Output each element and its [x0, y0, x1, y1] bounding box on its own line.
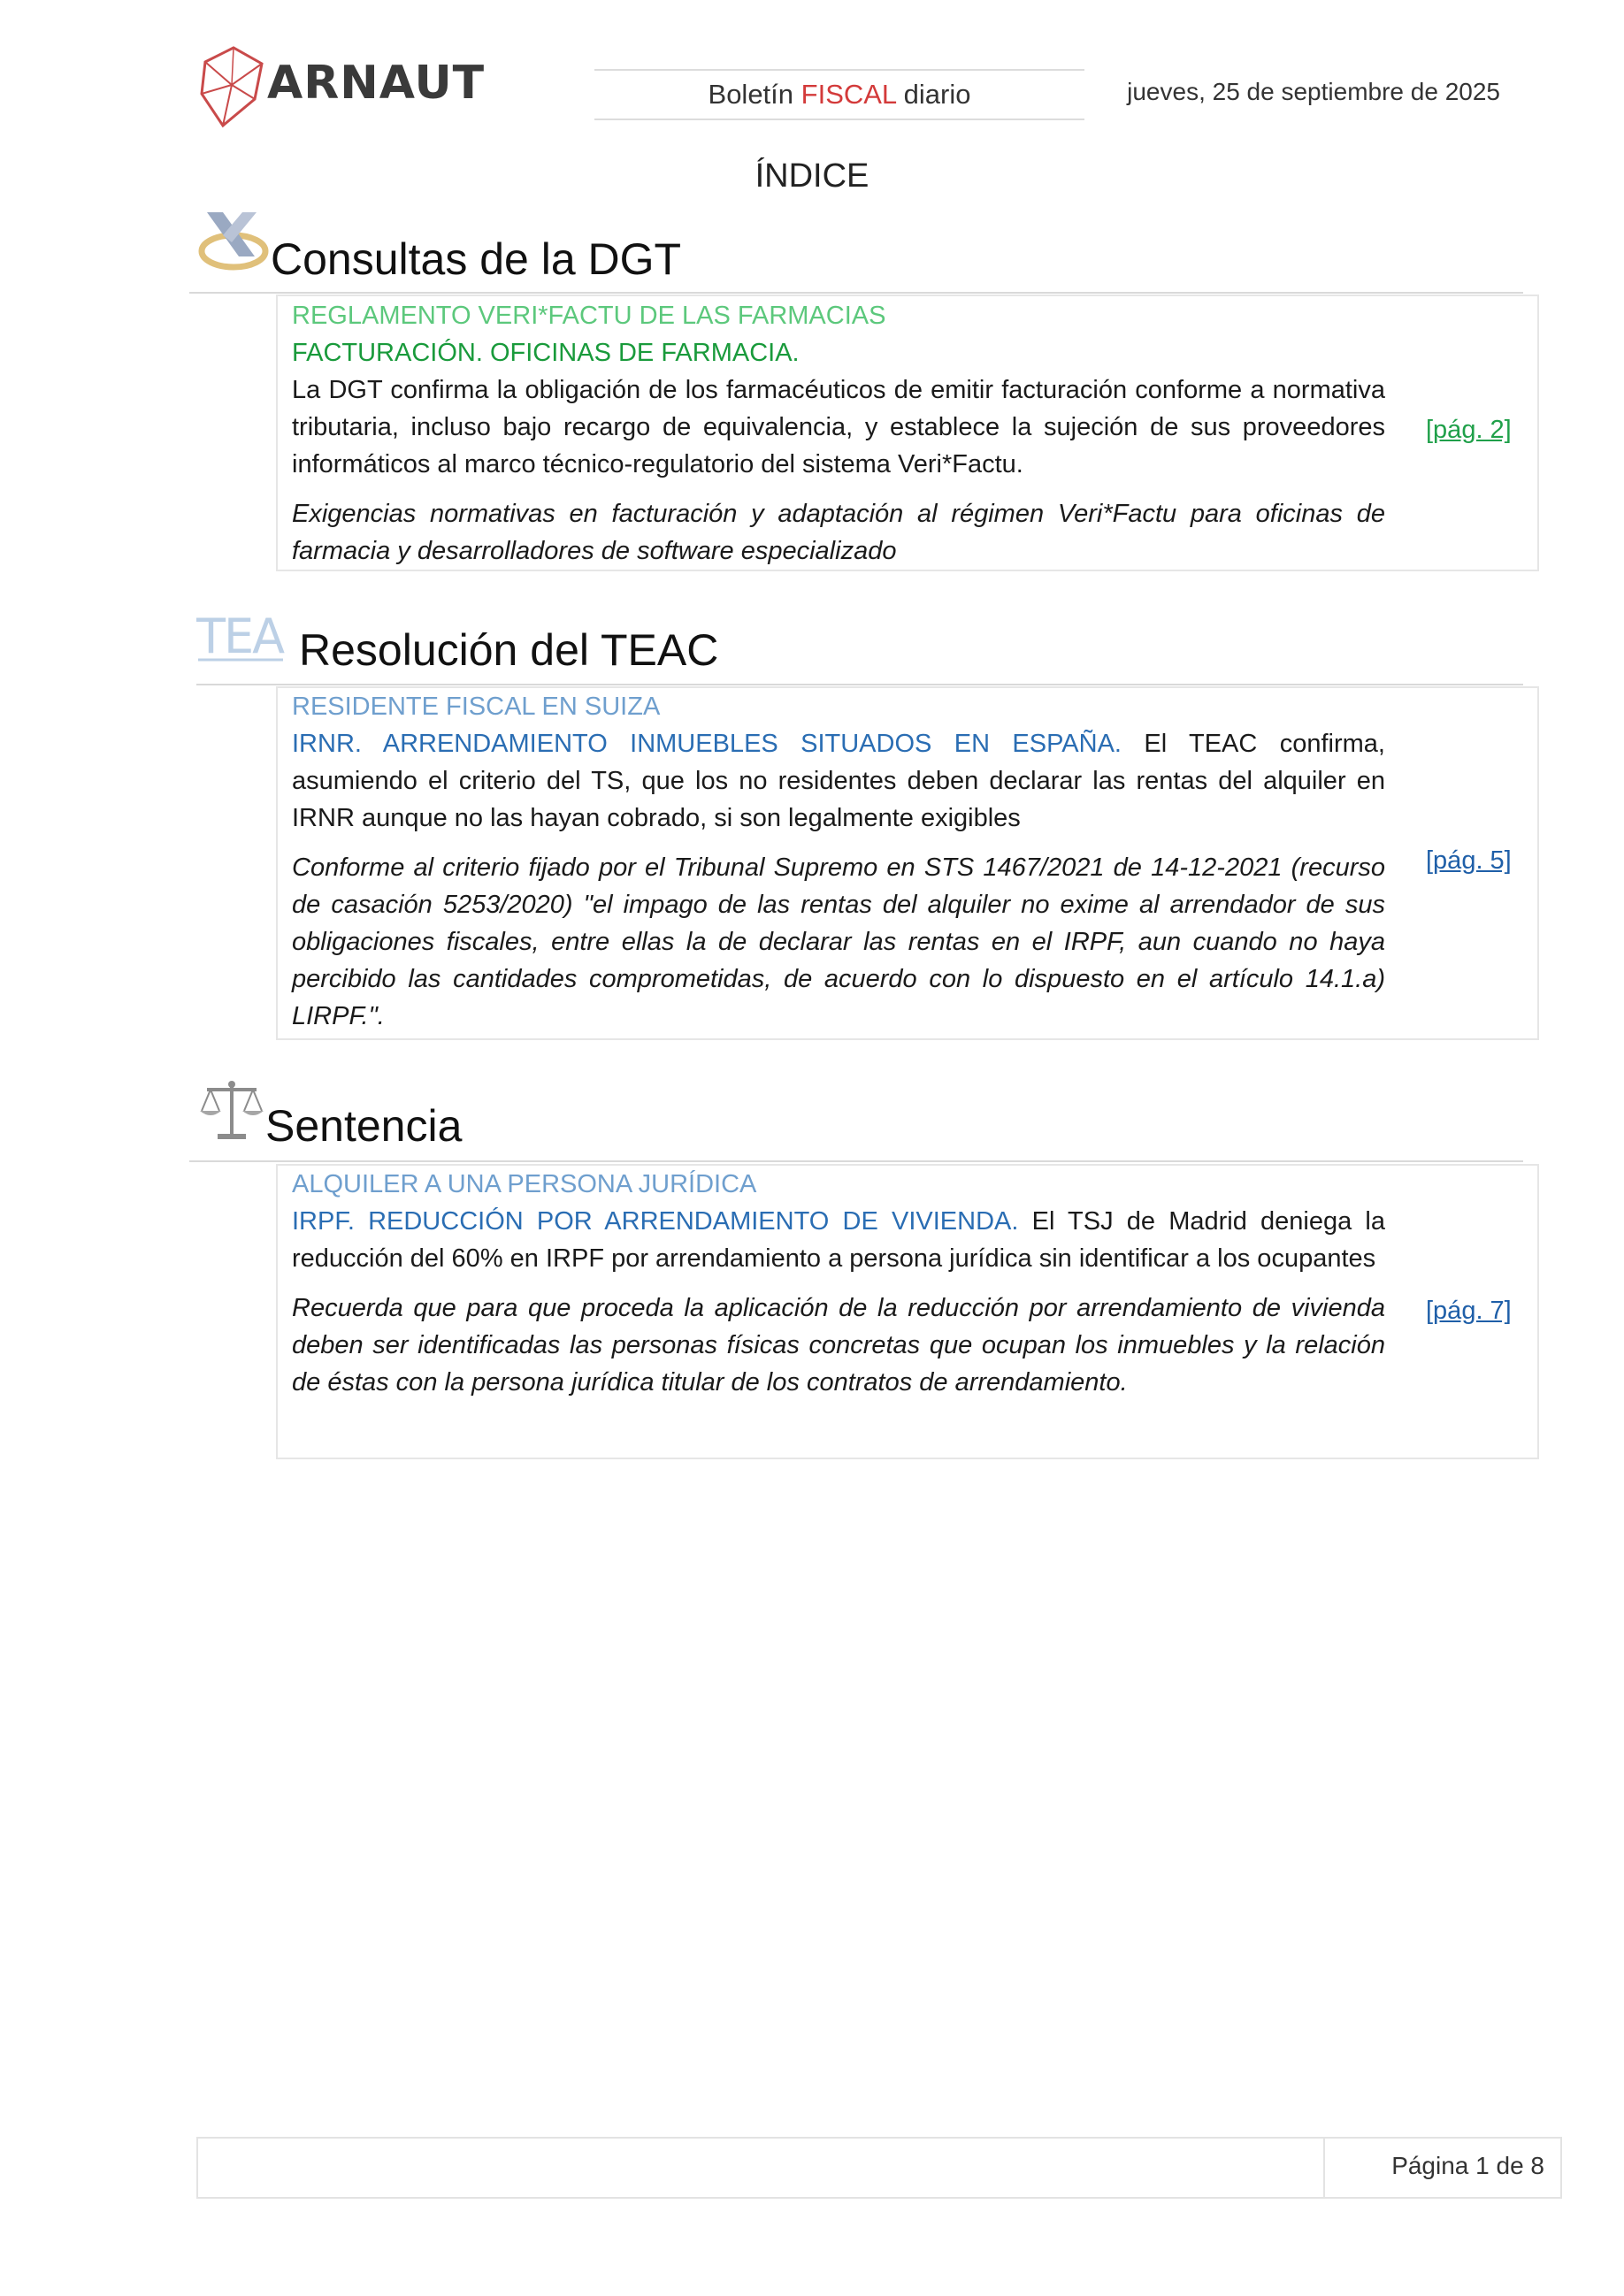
entry-summary: Exigencias normativas en facturación y adaptación al régimen Veri*Factu para oficinas de farmacia y desarrolladores de software especializado [292, 500, 1385, 565]
footer-divider [1323, 2137, 1325, 2199]
entry-subject: FACTURACIÓN. OFICINAS DE FARMACIA. [292, 339, 800, 367]
entry-category: REGLAMENTO VERI*FACTU DE LAS FARMACIAS [292, 302, 886, 330]
bulletin-suffix: diario [896, 79, 971, 110]
entry-description-text: El TEAC confirma, asumiendo el criterio del TS, que los no residentes deben declarar las rentas del alquiler en IRNR aunque no las hayan cobrado, si son legalmente exigibles [292, 730, 1385, 832]
bulletin-prefix: Boletín [708, 79, 801, 110]
logo-wordmark: ARNAUT [267, 57, 486, 110]
bulletin-accent: FISCAL [801, 79, 897, 110]
entry-category: ALQUILER A UNA PERSONA JURÍDICA [292, 1170, 757, 1198]
page-link[interactable]: [pág. 7] [1426, 1297, 1512, 1325]
bulletin-date: jueves, 25 de septiembre de 2025 [1127, 78, 1500, 105]
tea-logo-icon [196, 608, 285, 665]
entry-category: RESIDENTE FISCAL EN SUIZA [292, 693, 661, 721]
entry-description [292, 725, 1385, 837]
scales-icon [198, 1077, 265, 1143]
page-link[interactable]: [pág. 5] [1426, 846, 1512, 875]
section-title: Resolución del TEAC [299, 625, 719, 675]
index-title: ÍNDICE [755, 157, 869, 195]
entry-description [292, 1203, 1385, 1277]
aeat-logo-icon [196, 205, 269, 276]
page-number: Página 1 de 8 [1391, 2152, 1544, 2179]
arnaut-logo-icon [196, 44, 267, 133]
section-divider [189, 1160, 1523, 1162]
section-title: Sentencia [265, 1101, 463, 1151]
entry-summary: Conforme al criterio fijado por el Tribunal Supremo en STS 1467/2021 de 14-12-2021 (recurso de casación 5253/2020) "el impago de las rentas del alquiler no exime al arrendador de sus obligaciones fiscales, entre ellas la de declarar las rentas en el IRPF, aun cuando no haya percibido las cantidades comprometidas, de acuerdo con lo dispuesto en el artículo 14.1.a) LIRPF.". [292, 853, 1385, 1030]
index-entry [292, 1166, 1385, 1401]
section-title: Consultas de la DGT [271, 234, 682, 284]
entry-summary: Recuerda que para que proceda la aplicación de la reducción por arrendamiento de vivienda deben ser identificadas las personas físicas concretas que ocupan los inmuebles y la relación de éstas con la persona jurídica titular de los contratos de arrendamiento. [292, 1294, 1385, 1397]
page-link[interactable]: [pág. 2] [1426, 416, 1512, 444]
bulletin-title [594, 69, 1084, 120]
entry-description: La DGT confirma la obligación de los farmacéuticos de emitir facturación conforme a normativa tributaria, incluso bajo recargo de equivalencia, y establece la sujeción de sus proveedores informáticos al marco técnico-regulatorio del sistema Veri*Factu. [292, 376, 1385, 478]
entry-subject: IRNR. ARRENDAMIENTO INMUEBLES SITUADOS EN ESPAÑA. [292, 730, 1122, 758]
entry-description-text: El TSJ de Madrid deniega la reducción del 60% en IRPF por arrendamiento a persona jurídica sin identificar a los ocupantes [292, 1207, 1385, 1273]
svg-text:TEA: TEA [196, 608, 284, 664]
index-entry [292, 297, 1385, 570]
section-divider [189, 292, 1523, 294]
entry-subject: IRPF. REDUCCIÓN POR ARRENDAMIENTO DE VIVIENDA. [292, 1207, 1019, 1236]
index-entry [292, 688, 1385, 1035]
section-divider [196, 684, 1523, 685]
